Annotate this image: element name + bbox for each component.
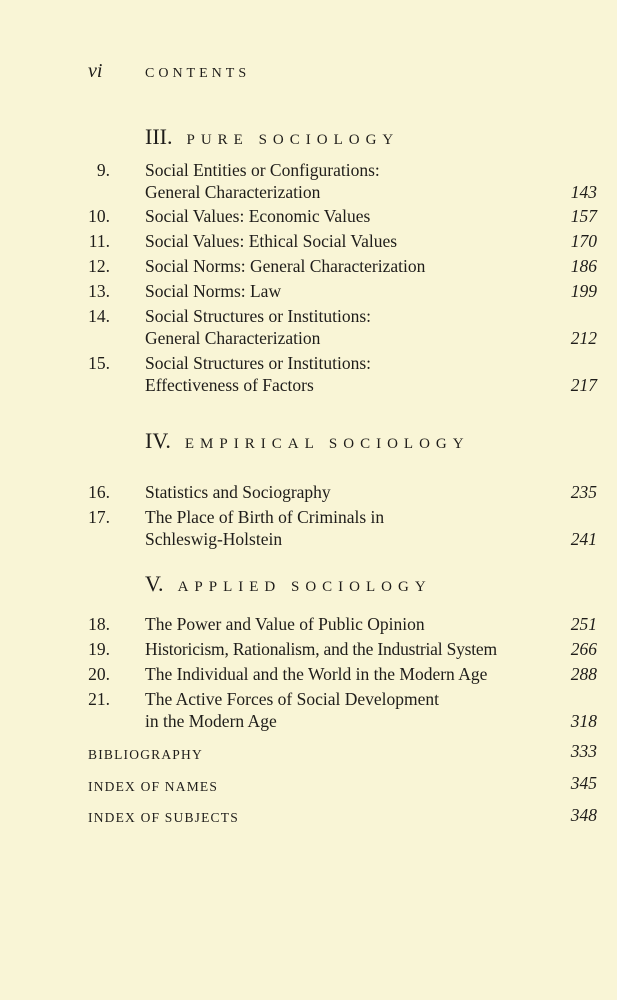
part-heading-v: [145, 571, 432, 597]
part-title: EMPIRICAL SOCIOLOGY: [184, 436, 470, 452]
chapter-title: Social Norms: General Characterization: [145, 256, 426, 276]
page-number: 235: [570, 482, 597, 502]
chapter-number: 21.: [88, 689, 110, 709]
chapter-number: 17.: [88, 507, 110, 527]
chapter-title: Historicism, Rationalism, and the Industrial System: [145, 639, 497, 659]
page-number: 345: [570, 773, 597, 793]
page-number: 157: [570, 206, 597, 226]
part-heading-iv: [145, 428, 470, 454]
chapter-title: Social Values: Economic Values: [145, 206, 371, 226]
page-number: 266: [570, 639, 597, 659]
chapter-number: 10.: [88, 206, 110, 226]
page-number: 217: [570, 375, 597, 395]
page-number: 318: [570, 711, 597, 731]
chapter-number: 20.: [88, 664, 110, 684]
page-number: 241: [570, 529, 597, 549]
page-folio: vi: [88, 60, 103, 82]
chapter-title: Social Structures or Institutions: General Characterization: [145, 306, 372, 348]
chapter-number: 15.: [88, 353, 110, 373]
part-title: APPLIED SOCIOLOGY: [177, 579, 432, 595]
chapter-title: The Power and Value of Public Opinion: [145, 614, 425, 634]
page-number: 251: [570, 614, 597, 634]
back-matter-index-of-subjects: INDEX OF SUBJECTS: [88, 810, 239, 825]
page-number: 212: [570, 328, 597, 348]
page-number: 199: [570, 281, 597, 301]
chapter-title: Statistics and Sociography: [145, 482, 331, 502]
page-number: 288: [570, 664, 597, 684]
chapter-title: The Individual and the World in the Modern Age: [145, 664, 488, 684]
chapter-title: Social Values: Ethical Social Values: [145, 231, 398, 251]
running-title: CONTENTS: [145, 66, 251, 81]
part-number: IV.: [145, 428, 171, 453]
chapter-number: 12.: [88, 256, 110, 276]
part-title: PURE SOCIOLOGY: [186, 132, 400, 148]
page-number: 170: [570, 231, 597, 251]
page-number: 186: [570, 256, 597, 276]
chapter-number: 13.: [88, 281, 110, 301]
running-head: [88, 60, 250, 83]
chapter-number: 18.: [88, 614, 110, 634]
page-number: 348: [570, 805, 597, 825]
page-number: 333: [570, 741, 597, 761]
chapter-title: Social Entities or Configurations: General Characterization: [145, 160, 380, 202]
chapter-number: 9.: [96, 160, 110, 180]
back-matter-index-of-names: INDEX OF NAMES: [88, 779, 219, 794]
page-number: 143: [570, 182, 597, 202]
back-matter-bibliography: BIBLIOGRAPHY: [88, 747, 203, 762]
part-number: V.: [145, 571, 164, 596]
chapter-title: Social Norms: Law: [145, 281, 282, 301]
chapter-number: 19.: [88, 639, 110, 659]
chapter-number: 14.: [88, 306, 110, 326]
part-heading-iii: [145, 124, 399, 150]
chapter-title: The Place of Birth of Criminals in Schleswig-Holstein: [145, 507, 385, 549]
chapter-number: 11.: [88, 231, 110, 251]
part-number: III.: [145, 124, 173, 149]
chapter-title: Social Structures or Institutions: Effectiveness of Factors: [145, 353, 372, 395]
chapter-title: The Active Forces of Social Development in the Modern Age: [145, 689, 440, 731]
chapter-number: 16.: [88, 482, 110, 502]
